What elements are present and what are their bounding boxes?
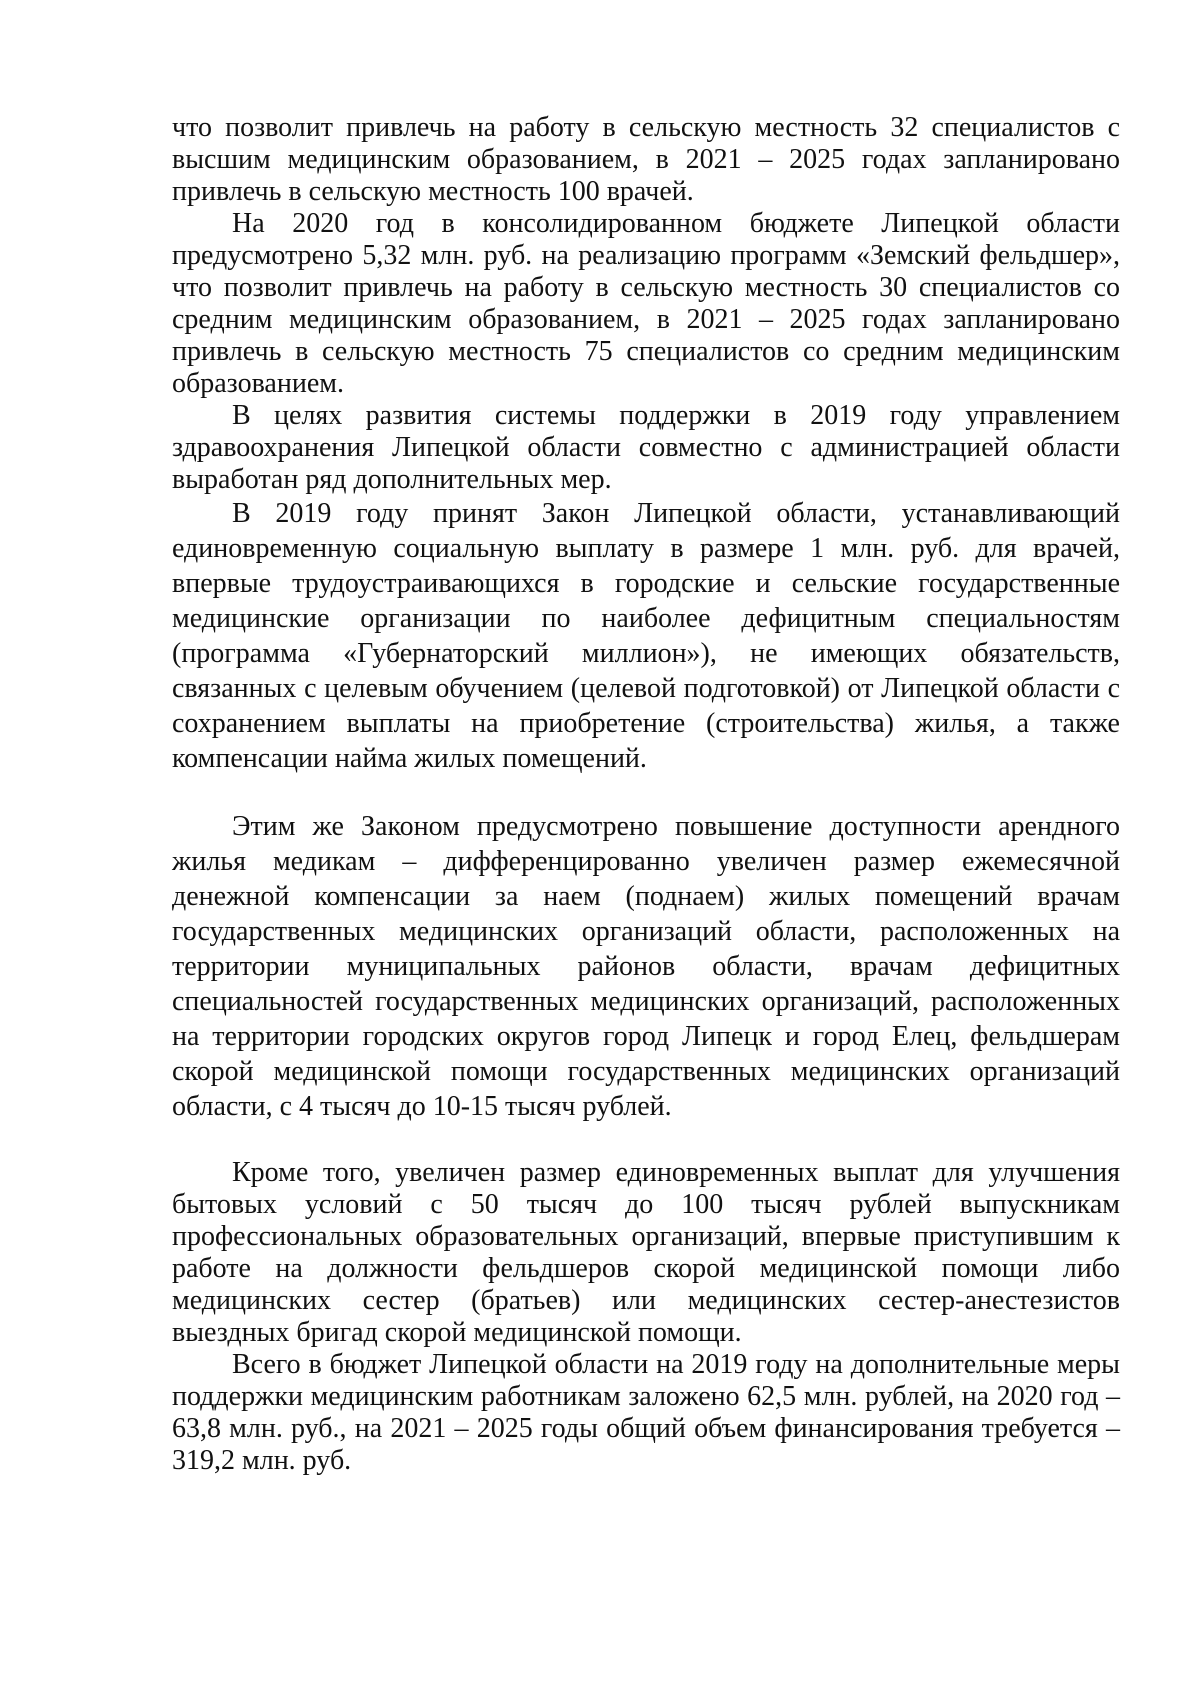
paragraph-zemsky-feldsher: На 2020 год в консолидированном бюджете Липецкой области предусмотрено 5,32 млн. руб. на реализацию программ «Земский фельдшер», что позволит привлечь на работу в сельскую местность 30 специалистов со средним медицинским образованием, в 2021 – 2025 годах запланировано привлечь в сельскую местность 75 специалистов со средним медицинским образованием.: [172, 208, 1120, 399]
paragraph-continuation: что позволит привлечь на работу в сельскую местность 32 специалистов с высшим медицинским образованием, в 2021 – 2025 годах запланировано привлечь в сельскую местность 100 врачей.: [172, 112, 1120, 207]
paragraph-gap: [172, 776, 1120, 809]
paragraph-rental-compensation: Этим же Законом предусмотрено повышение доступности арендного жилья медикам – дифференцированно увеличен размер ежемесячной денежной компенсации за наем (поднаем) жилых помещений врачам государственных медицинских организаций области, расположенных на территории муниципальных районов области, врачам дефицитных специальностей государственных медицинских организаций, расположенных на территории городских округов город Липецк и город Елец, фельдшерам скорой медицинской помощи государственных медицинских организаций области, с 4 тысяч до 10-15 тысяч рублей.: [172, 811, 1120, 1122]
document-body: [172, 112, 1120, 1477]
paragraph-governor-million: В 2019 году принят Закон Липецкой области, устанавливающий единовременную социальную выплату в размере 1 млн. руб. для врачей, впервые трудоустраивающихся в городские и сельские государственные медицинские организации по наиболее дефицитным специальностям (программа «Губернаторский миллион»), не имеющих обязательств, связанных с целевым обучением (целевой подготовкой) от Липецкой области с сохранением выплаты на приобретение (строительства) жилья, а также компенсации найма жилых помещений.: [172, 498, 1120, 774]
paragraph-support-system: В целях развития системы поддержки в 2019 году управлением здравоохранения Липецкой области совместно с администрацией области выработан ряд дополнительных мер.: [172, 400, 1120, 495]
paragraph-one-time-payments: Кроме того, увеличен размер единовременных выплат для улучшения бытовых условий с 50 тысяч до 100 тысяч рублей выпускникам профессиональных образовательных организаций, впервые приступившим к работе на должности фельдшеров скорой медицинской помощи либо медицинских сестер (братьев) или медицинских сестер-анестезистов выездных бригад скорой медицинской помощи.: [172, 1157, 1120, 1348]
paragraph-gap: [172, 1124, 1120, 1157]
paragraph-budget-total: Всего в бюджет Липецкой области на 2019 году на дополнительные меры поддержки медицинским работникам заложено 62,5 млн. рублей, на 2020 год – 63,8 млн. руб., на 2021 – 2025 годы общий объем финансирования требуется – 319,2 млн. руб.: [172, 1349, 1120, 1476]
